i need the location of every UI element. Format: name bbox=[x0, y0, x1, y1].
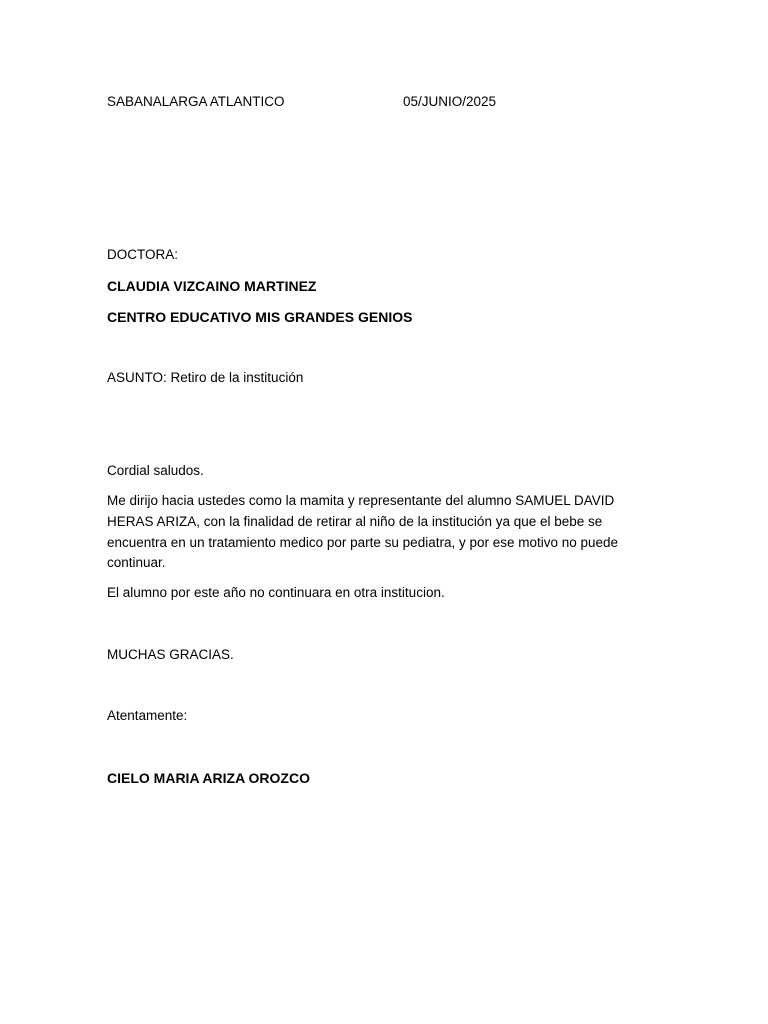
recipient-organization: CENTRO EDUCATIVO MIS GRANDES GENIOS bbox=[107, 309, 413, 325]
letter-subject: ASUNTO: Retiro de la institución bbox=[107, 370, 304, 385]
letter-closing: Atentamente: bbox=[107, 708, 188, 723]
salutation-title: DOCTORA: bbox=[107, 247, 179, 262]
letter-thanks: MUCHAS GRACIAS. bbox=[107, 647, 234, 662]
letter-date: 05/JUNIO/2025 bbox=[403, 94, 497, 109]
recipient-name: CLAUDIA VIZCAINO MARTINEZ bbox=[107, 278, 317, 294]
letter-greeting: Cordial saludos. bbox=[107, 463, 204, 478]
signer-name: CIELO MARIA ARIZA OROZCO bbox=[107, 770, 310, 786]
letter-place: SABANALARGA ATLANTICO bbox=[107, 94, 285, 109]
body-paragraph-1: Me dirijo hacia ustedes como la mamita y representante del alumno SAMUEL DAVID HERAS ARIZA, con la finalidad de retirar al niño de la institución ya que el bebe se encuentra en un tratamiento medico por parte su pediatra, y por ese motivo no puede continuar. bbox=[107, 493, 619, 571]
body-paragraph-2: El alumno por este año no continuara en otra institucion. bbox=[107, 585, 445, 600]
